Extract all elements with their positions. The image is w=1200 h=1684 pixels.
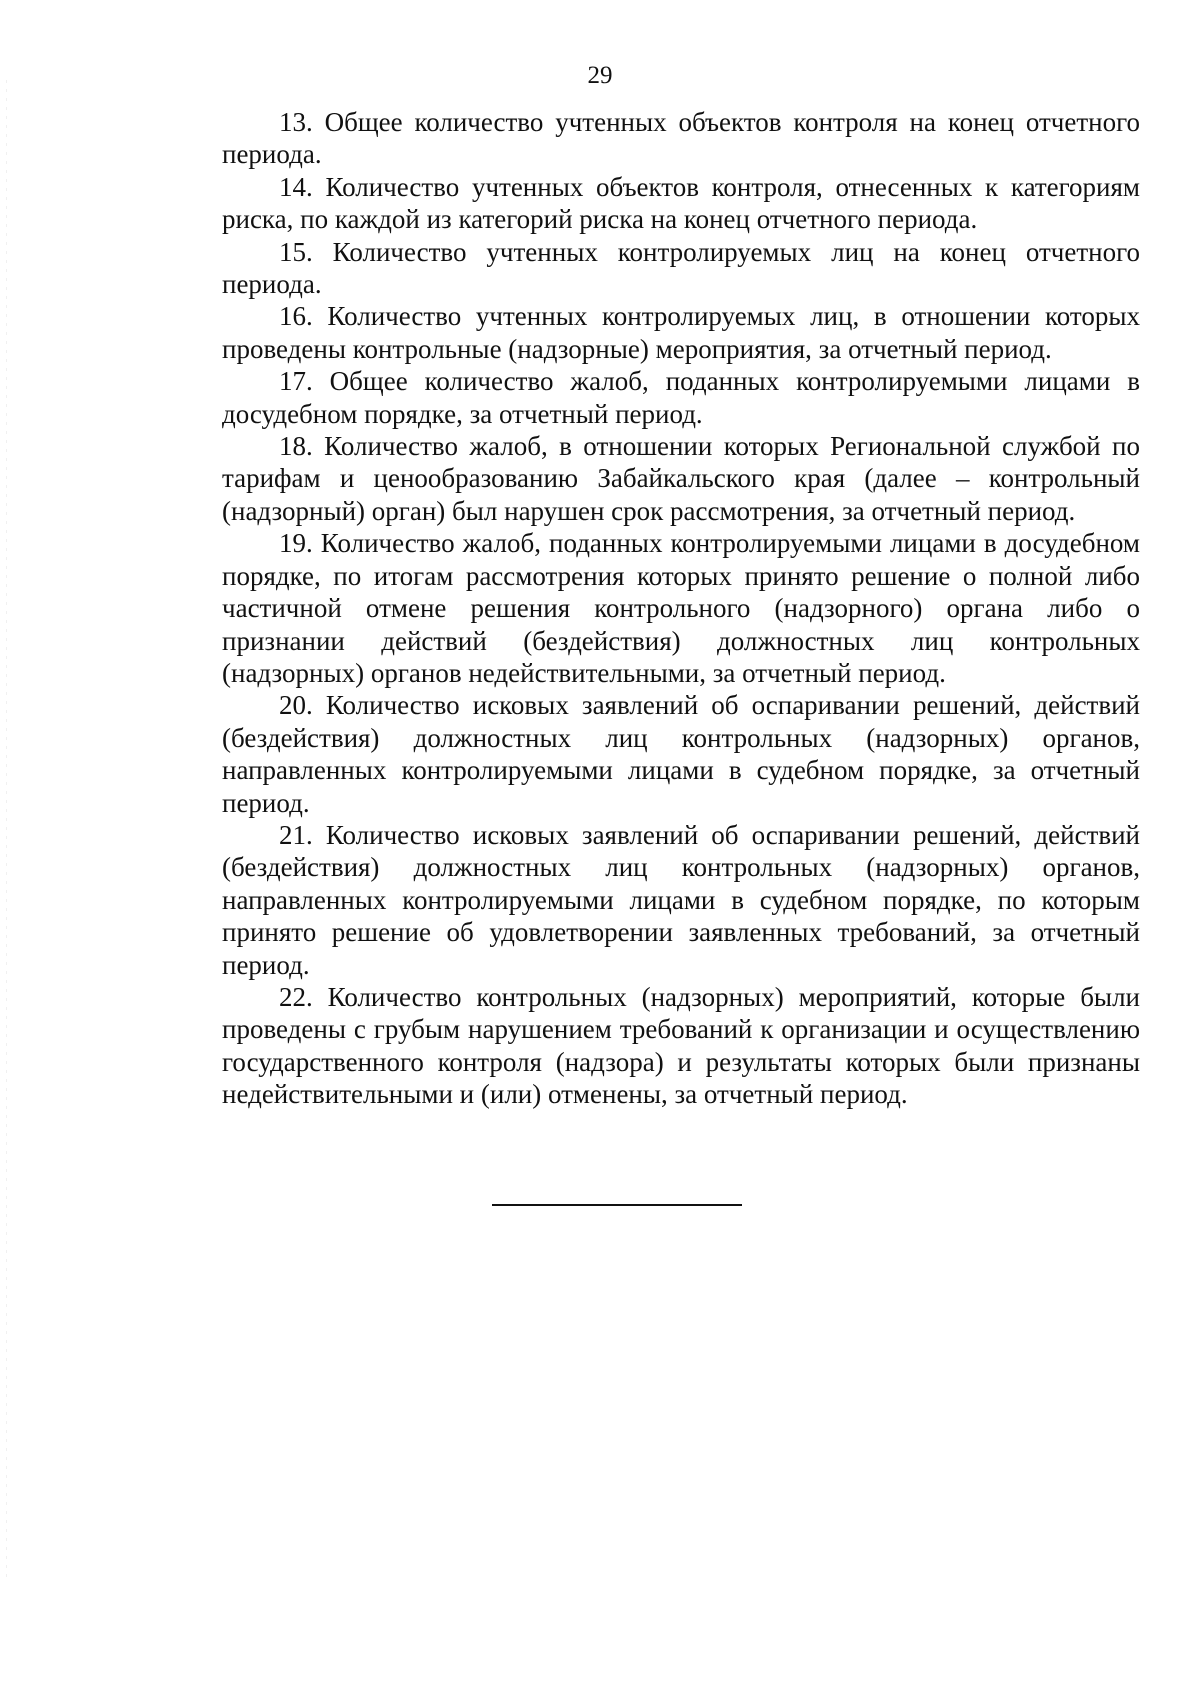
document-body [222,106,1140,1111]
paragraph-item-18: 18. Количество жалоб, в отношении которых Региональной службой по тарифам и ценообразованию Забайкальского края (далее – контрольный (надзорный) орган) был нарушен срок рассмотрения, за отчетный период. [222,431,1140,526]
paragraph-item-17: 17. Общее количество жалоб, поданных контролируемыми лицами в досудебном порядке, за отчетный период. [222,366,1140,429]
paragraph-item-21: 21. Количество исковых заявлений об оспаривании решений, действий (бездействия) должностных лиц контрольных (надзорных) органов, направленных контролируемыми лицами в судебном порядке, по которым принято решение об удовлетворении заявленных требований, за отчетный период. [222,819,1140,980]
scan-edge-artifact [6,80,7,1580]
paragraph-item-20: 20. Количество исковых заявлений об оспаривании решений, действий (бездействия) должностных лиц контрольных (надзорных) органов, направленных контролируемыми лицами в судебном порядке, за отчетный период. [222,690,1140,818]
paragraph-item-16: 16. Количество учтенных контролируемых лиц, в отношении которых проведены контрольные (надзорные) мероприятия, за отчетный период. [222,301,1140,364]
end-of-document-rule [492,1204,742,1206]
paragraph-item-15: 15. Количество учтенных контролируемых лиц на конец отчетного периода. [222,236,1140,300]
paragraph-item-14: 14. Количество учтенных объектов контроля, отнесенных к категориям риска, по каждой из категорий риска на конец отчетного периода. [222,171,1140,235]
paragraph-item-19: 19. Количество жалоб, поданных контролируемыми лицами в досудебном порядке, по итогам рассмотрения которых принято решение о полной либо частичной отмене решения контрольного (надзорного) органа либо о признании действий (бездействия) должностных лиц контрольных (надзорных) органов недействительными, за отчетный период. [222,528,1140,688]
paragraph-item-22: 22. Количество контрольных (надзорных) мероприятий, которые были проведены с грубым нарушением требований к организации и осуществлению государственного контроля (надзора) и результаты которых были признаны недействительными и (или) отменены, за отчетный период. [222,981,1140,1110]
paragraph-item-13: 13. Общее количество учтенных объектов контроля на конец отчетного периода. [222,107,1140,170]
page-number: 29 [587,62,613,89]
